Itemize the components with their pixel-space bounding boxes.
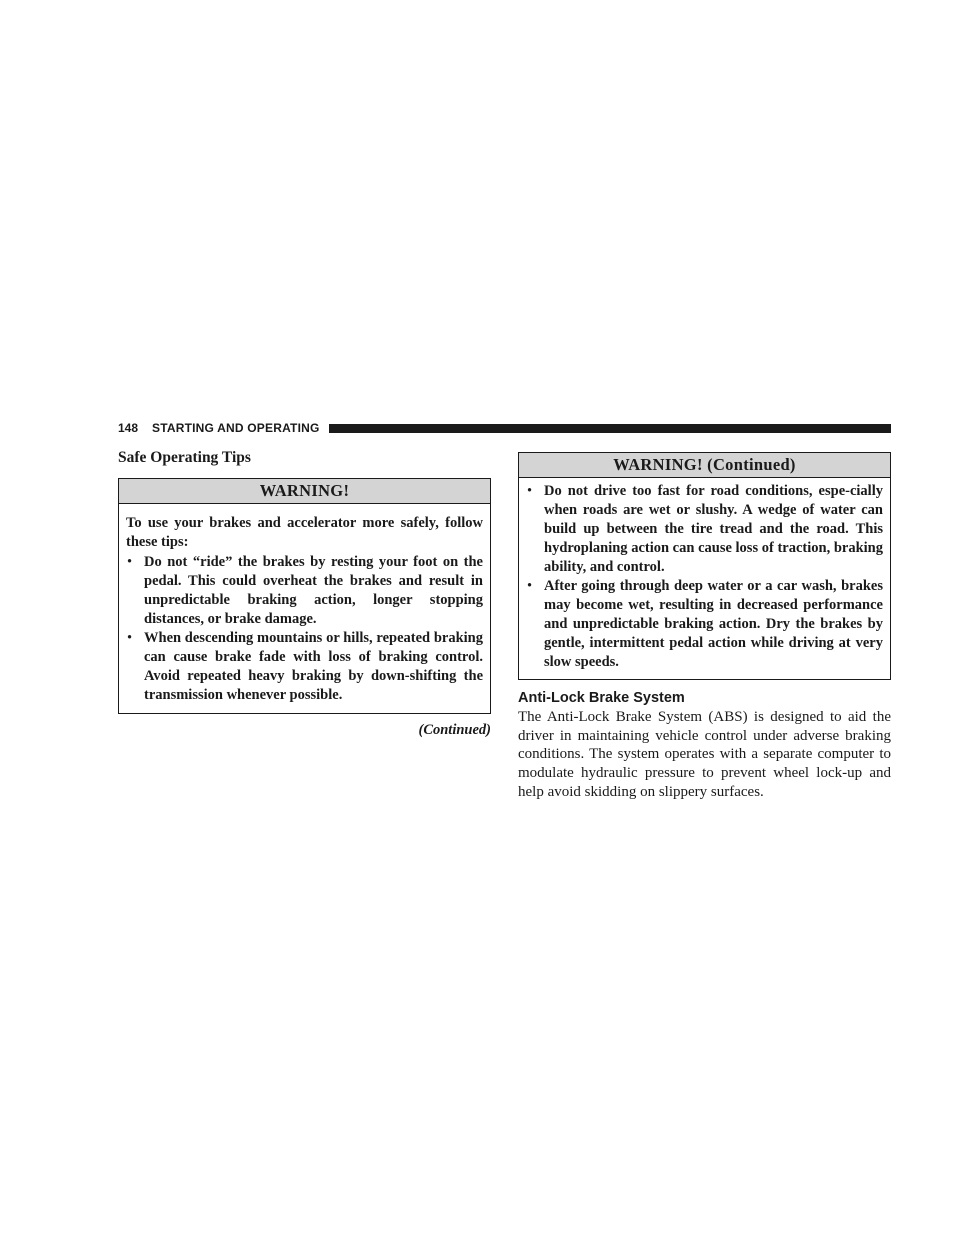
warning-body	[119, 504, 490, 713]
warning-continued-title: WARNING! (Continued)	[519, 453, 890, 478]
bullet-icon: •	[127, 554, 133, 570]
left-column	[118, 448, 491, 740]
warning-bullet	[126, 629, 483, 705]
bullet-icon: •	[127, 630, 133, 646]
bullet-icon: •	[527, 483, 533, 499]
continued-note: (Continued)	[418, 722, 491, 738]
warning-continued-list	[526, 482, 883, 672]
warning-bullet	[526, 577, 883, 672]
abs-paragraph: The Anti-Lock Brake System (ABS) is designed to aid the driver in maintaining vehicle control under adverse braking conditions. The system operates with a separate computer to modulate hydraulic pressure to prevent wheel lock-up and help avoid skidding on slippery surfaces.	[518, 709, 891, 800]
warning-continued-box	[518, 452, 891, 680]
warning-bullet	[126, 553, 483, 629]
section-title: STARTING AND OPERATING	[152, 421, 320, 435]
warning-bullet-text: When descending mountains or hills, repeated braking can cause brake fade with loss of braking control. Avoid repeated heavy braking by down-shifting the transmission whenever possible.	[144, 630, 483, 703]
abs-heading: Anti-Lock Brake System	[518, 690, 685, 706]
warning-title: WARNING!	[119, 479, 490, 504]
warning-bullet-text: Do not “ride” the brakes by resting your foot on the pedal. This could overheat the brakes and result in unpredictable braking action, longer stopping distances, or brake damage.	[144, 554, 483, 627]
warning-bullet	[526, 482, 883, 577]
bullet-icon: •	[527, 578, 533, 594]
header-rule	[329, 424, 891, 433]
right-column	[518, 452, 891, 802]
warning-box	[118, 478, 491, 714]
warning-bullet-text: After going through deep water or a car wash, brakes may become wet, resulting in decreased performance and unpredictable braking action. Dry the brakes by gentle, intermittent pedal action while driving at very slow speeds.	[544, 578, 883, 670]
page-header	[118, 420, 891, 436]
warning-intro: To use your brakes and accelerator more safely, follow these tips:	[126, 515, 483, 550]
page-number: 148	[118, 421, 139, 435]
safe-operating-tips-heading: Safe Operating Tips	[118, 449, 251, 466]
warning-continued-body	[519, 478, 890, 679]
warning-bullet-text: Do not drive too fast for road conditions, espe-cially when roads are wet or slushy. A wedge of water can build up between the tire tread and the road. This hydroplaning action can cause loss of traction, braking ability, and control.	[544, 483, 883, 575]
warning-list	[126, 553, 483, 705]
